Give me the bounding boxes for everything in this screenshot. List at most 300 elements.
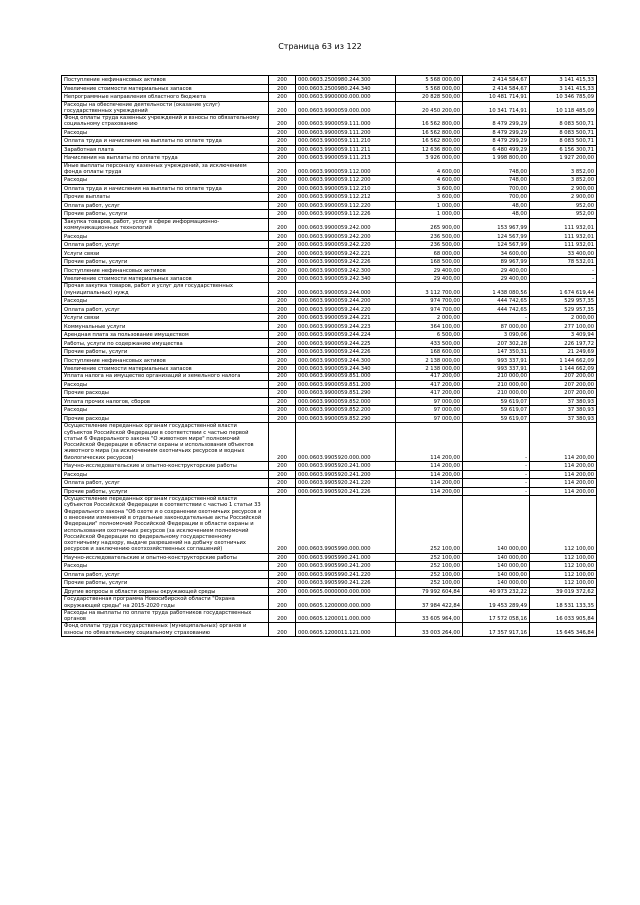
row-code: 200 (269, 249, 296, 258)
table-row (62, 76, 597, 85)
row-code: 200 (269, 210, 296, 219)
row-kbk: 000.0603.9900059.244.000 (296, 283, 396, 297)
row-code: 200 (269, 414, 296, 423)
row-approved: 16 562 800,00 (396, 115, 463, 129)
row-name: Прочие работы, услуги (62, 210, 269, 219)
row-executed: 140 000,00 (463, 579, 530, 588)
row-code: 200 (269, 347, 296, 356)
row-remaining: 114 200,00 (530, 470, 597, 479)
table-row (62, 479, 597, 488)
row-remaining: 1 927 200,00 (530, 154, 597, 163)
row-executed: 700,00 (463, 193, 530, 202)
table-row (62, 176, 597, 185)
table-row (62, 339, 597, 348)
row-remaining: 277 100,00 (530, 322, 597, 331)
row-approved: 33 003 264,00 (396, 623, 463, 637)
row-remaining: 112 100,00 (530, 553, 597, 562)
row-approved: 97 000,00 (396, 406, 463, 415)
table-row (62, 389, 597, 398)
table-row (62, 496, 597, 554)
row-name: Осуществление переданных органам государственной власти субъектов Российской Федерации в соответствии с частью 1 статьи 33 Федерального закона "Об охоте и о сохранении охотничьих ресурсов и о внесении изменений в отдельные законодательные акты Российской Федерации" полномочий Российской Федерации в области охраны и использования охотничьих ресурсов (за исключением полномочий Российской Федерации по федеральному государственному охотничьему надзору, выдаче разрешений на добычу охотничьих ресурсов и заключению охотхозяйственных соглашений) (62, 496, 269, 554)
table-row (62, 423, 597, 462)
row-name: Прочие работы, услуги (62, 579, 269, 588)
row-executed: 140 000,00 (463, 570, 530, 579)
row-code: 200 (269, 496, 296, 554)
row-kbk: 000.0605.0000000.000.000 (296, 587, 396, 596)
row-approved: 12 636 800,00 (396, 145, 463, 154)
row-code: 200 (269, 274, 296, 283)
row-remaining: 111 932,01 (530, 232, 597, 241)
table-row (62, 154, 597, 163)
row-executed: 700,00 (463, 184, 530, 193)
row-name: Прочие выплаты (62, 193, 269, 202)
row-code: 200 (269, 296, 296, 305)
table-row (62, 406, 597, 415)
row-code: 200 (269, 553, 296, 562)
row-name: Научно-исследовательские и опытно-конструкторские работы (62, 462, 269, 471)
row-name: Уплата прочих налогов, сборов (62, 397, 269, 406)
row-executed: 8 479 299,29 (463, 137, 530, 146)
row-approved: 3 600,00 (396, 184, 463, 193)
row-remaining: 3 141 415,33 (530, 76, 597, 85)
row-remaining: 114 200,00 (530, 487, 597, 496)
row-name: Оплата работ, услуг (62, 479, 269, 488)
row-kbk: 000.0603.9900059.242.221 (296, 249, 396, 258)
row-executed: 444 742,65 (463, 296, 530, 305)
row-remaining: 10 346 785,09 (530, 93, 597, 102)
row-name: Поступление нефинансовых активов (62, 76, 269, 85)
row-kbk: 000.0603.9900059.112.220 (296, 201, 396, 210)
row-kbk: 000.0603.9905990.241.200 (296, 562, 396, 571)
row-executed: 993 337,91 (463, 364, 530, 373)
table-row (62, 562, 597, 571)
row-remaining: 226 197,72 (530, 339, 597, 348)
row-remaining: 3 141 415,33 (530, 84, 597, 93)
row-executed: 8 479 299,29 (463, 128, 530, 137)
row-name: Расходы (62, 470, 269, 479)
row-code: 200 (269, 570, 296, 579)
row-code: 200 (269, 587, 296, 596)
row-name: Поступление нефинансовых активов (62, 356, 269, 365)
row-code: 200 (269, 380, 296, 389)
row-name: Заработная плата (62, 145, 269, 154)
table-row (62, 579, 597, 588)
row-approved: 5 568 000,00 (396, 84, 463, 93)
row-name: Расходы (62, 176, 269, 185)
row-approved: 433 500,00 (396, 339, 463, 348)
row-kbk: 000.0603.9900059.112.226 (296, 210, 396, 219)
row-approved: 16 562 800,00 (396, 137, 463, 146)
row-remaining: 8 083 500,71 (530, 115, 597, 129)
row-code: 200 (269, 93, 296, 102)
row-approved: 6 500,00 (396, 330, 463, 339)
table-row (62, 232, 597, 241)
table-row (62, 623, 597, 637)
table-row (62, 240, 597, 249)
row-code: 200 (269, 462, 296, 471)
row-approved: 114 200,00 (396, 462, 463, 471)
row-remaining: 16 033 905,84 (530, 609, 597, 623)
row-kbk: 000.0603.9900059.112.212 (296, 193, 396, 202)
table-row (62, 162, 597, 176)
row-kbk: 000.0603.9900059.000.000 (296, 101, 396, 115)
table-row (62, 397, 597, 406)
row-code: 200 (269, 137, 296, 146)
row-code: 200 (269, 84, 296, 93)
row-name: Оплата работ, услуг (62, 570, 269, 579)
row-remaining: 111 932,01 (530, 218, 597, 232)
row-approved: 114 200,00 (396, 479, 463, 488)
row-kbk: 000.0603.9900059.112.000 (296, 162, 396, 176)
row-executed: 59 619,07 (463, 397, 530, 406)
table-row (62, 128, 597, 137)
row-remaining: 10 118 485,09 (530, 101, 597, 115)
row-kbk: 000.0603.9900059.244.226 (296, 347, 396, 356)
row-executed: 140 000,00 (463, 562, 530, 571)
row-code: 200 (269, 257, 296, 266)
row-executed: - (463, 313, 530, 322)
row-code: 200 (269, 487, 296, 496)
row-remaining: 111 932,01 (530, 240, 597, 249)
row-remaining: 2 900,00 (530, 193, 597, 202)
table-row (62, 313, 597, 322)
row-kbk: 000.0603.9905920.241.226 (296, 487, 396, 496)
row-approved: 20 450 200,00 (396, 101, 463, 115)
row-approved: 5 568 000,00 (396, 76, 463, 85)
table-row (62, 609, 597, 623)
table-row (62, 470, 597, 479)
row-remaining: 15 645 346,84 (530, 623, 597, 637)
row-code: 200 (269, 579, 296, 588)
row-name: Фонд оплаты труда государственных (муниципальных) органов и взносы по обязательному социальному страхованию (62, 623, 269, 637)
row-kbk: 000.0603.9900000.000.000 (296, 93, 396, 102)
row-remaining: 1 144 662,09 (530, 356, 597, 365)
row-approved: 4 600,00 (396, 162, 463, 176)
row-approved: 79 992 604,84 (396, 587, 463, 596)
row-name: Расходы на выплаты по оплате труда работников государственных органов (62, 609, 269, 623)
row-approved: 236 500,00 (396, 232, 463, 241)
row-executed: 59 619,07 (463, 406, 530, 415)
row-code: 200 (269, 193, 296, 202)
row-remaining: 3 409,94 (530, 330, 597, 339)
table-row (62, 184, 597, 193)
table-row (62, 115, 597, 129)
row-kbk: 000.0603.9905920.241.220 (296, 479, 396, 488)
row-executed: 10 481 714,91 (463, 93, 530, 102)
row-kbk: 000.0603.9900059.244.340 (296, 364, 396, 373)
table-row (62, 249, 597, 258)
row-approved: 2 000,00 (396, 313, 463, 322)
table-row (62, 487, 597, 496)
row-name: Прочие расходы (62, 414, 269, 423)
report-table-body (62, 76, 597, 637)
row-executed: 48,00 (463, 201, 530, 210)
row-code: 200 (269, 313, 296, 322)
row-approved: 252 100,00 (396, 579, 463, 588)
row-code: 200 (269, 623, 296, 637)
row-approved: 16 562 800,00 (396, 128, 463, 137)
table-row (62, 193, 597, 202)
table-row (62, 266, 597, 275)
table-row (62, 257, 597, 266)
row-kbk: 000.0603.9900059.242.340 (296, 274, 396, 283)
row-remaining: 6 156 300,71 (530, 145, 597, 154)
row-name: Прочие расходы (62, 389, 269, 398)
row-approved: 252 100,00 (396, 570, 463, 579)
table-row (62, 347, 597, 356)
table-row (62, 93, 597, 102)
row-code: 200 (269, 330, 296, 339)
row-executed: 748,00 (463, 176, 530, 185)
row-name: Оплата труда и начисления на выплаты по оплате труда (62, 184, 269, 193)
row-code: 200 (269, 184, 296, 193)
row-remaining: 1 144 662,09 (530, 364, 597, 373)
row-code: 200 (269, 162, 296, 176)
row-approved: 97 000,00 (396, 397, 463, 406)
row-code: 200 (269, 154, 296, 163)
row-kbk: 000.0603.2500980.244.300 (296, 76, 396, 85)
row-kbk: 000.0603.9900059.852.200 (296, 406, 396, 415)
row-remaining: 114 200,00 (530, 462, 597, 471)
row-executed: - (463, 462, 530, 471)
row-executed: 1 438 080,56 (463, 283, 530, 297)
row-kbk: 000.0603.9900059.112.210 (296, 184, 396, 193)
row-code: 200 (269, 322, 296, 331)
table-row (62, 305, 597, 314)
row-kbk: 000.0603.9900059.852.290 (296, 414, 396, 423)
row-code: 200 (269, 128, 296, 137)
row-executed: 993 337,91 (463, 356, 530, 365)
row-executed: 2 414 584,67 (463, 76, 530, 85)
row-code: 200 (269, 283, 296, 297)
row-code: 200 (269, 364, 296, 373)
row-approved: 2 138 000,00 (396, 356, 463, 365)
row-kbk: 000.0603.9905920.000.000 (296, 423, 396, 462)
row-name: Работы, услуги по содержанию имущества (62, 339, 269, 348)
row-executed: 40 973 232,22 (463, 587, 530, 596)
table-row (62, 462, 597, 471)
row-executed: 140 000,00 (463, 553, 530, 562)
row-name: Оплата работ, услуг (62, 305, 269, 314)
row-approved: 33 605 964,00 (396, 609, 463, 623)
row-remaining: 78 532,01 (530, 257, 597, 266)
row-executed: 10 341 714,91 (463, 101, 530, 115)
row-code: 200 (269, 423, 296, 462)
row-executed: 140 000,00 (463, 496, 530, 554)
row-approved: 1 000,00 (396, 210, 463, 219)
row-kbk: 000.0603.9900059.244.224 (296, 330, 396, 339)
table-row (62, 553, 597, 562)
row-name: Другие вопросы в области охраны окружающей среды (62, 587, 269, 596)
row-approved: 1 000,00 (396, 201, 463, 210)
row-name: Услуги связи (62, 313, 269, 322)
row-executed: 6 480 499,29 (463, 145, 530, 154)
row-executed: - (463, 479, 530, 488)
row-remaining: 952,00 (530, 210, 597, 219)
row-approved: 114 200,00 (396, 470, 463, 479)
row-name: Коммунальные услуги (62, 322, 269, 331)
row-code: 200 (269, 218, 296, 232)
row-name: Расходы (62, 296, 269, 305)
row-name: Расходы (62, 232, 269, 241)
row-kbk: 000.0605.1200011.121.000 (296, 623, 396, 637)
row-kbk: 000.0603.9900059.112.200 (296, 176, 396, 185)
table-row (62, 101, 597, 115)
row-executed: 444 742,65 (463, 305, 530, 314)
row-name: Увеличение стоимости материальных запасов (62, 84, 269, 93)
row-executed: 19 453 289,49 (463, 596, 530, 610)
row-remaining: 3 852,00 (530, 162, 597, 176)
row-remaining: 114 200,00 (530, 423, 597, 462)
row-code: 200 (269, 76, 296, 85)
row-remaining: 529 957,35 (530, 305, 597, 314)
row-code: 200 (269, 176, 296, 185)
row-approved: 3 112 700,00 (396, 283, 463, 297)
row-kbk: 000.0605.1200000.000.000 (296, 596, 396, 610)
row-approved: 974 700,00 (396, 305, 463, 314)
row-kbk: 000.0603.9900059.242.300 (296, 266, 396, 275)
row-approved: 168 600,00 (396, 347, 463, 356)
row-executed: 748,00 (463, 162, 530, 176)
row-code: 200 (269, 562, 296, 571)
row-executed: 153 967,99 (463, 218, 530, 232)
row-approved: 68 000,00 (396, 249, 463, 258)
row-approved: 114 200,00 (396, 423, 463, 462)
row-executed: 8 479 299,29 (463, 115, 530, 129)
row-executed: 17 572 058,16 (463, 609, 530, 623)
table-row (62, 364, 597, 373)
row-kbk: 000.0603.9900059.244.200 (296, 296, 396, 305)
row-code: 200 (269, 397, 296, 406)
row-approved: 974 700,00 (396, 296, 463, 305)
row-remaining: 37 380,93 (530, 406, 597, 415)
table-row (62, 283, 597, 297)
row-executed: 124 567,99 (463, 240, 530, 249)
row-name: Непрограммные направления областного бюджета (62, 93, 269, 102)
row-code: 200 (269, 339, 296, 348)
row-name: Оплата работ, услуг (62, 201, 269, 210)
table-row (62, 596, 597, 610)
row-kbk: 000.0603.9900059.244.223 (296, 322, 396, 331)
row-approved: 252 100,00 (396, 496, 463, 554)
row-remaining: - (530, 266, 597, 275)
row-name: Начисления на выплаты по оплате труда (62, 154, 269, 163)
row-remaining: 39 019 372,62 (530, 587, 597, 596)
row-name: Расходы на обеспечение деятельности (оказание услуг) государственных учреждений (62, 101, 269, 115)
row-name: Осуществление переданных органам государственной власти субъектов Российской Федерации в соответствии с частью первой статьи 6 Федерального закона "О животном мире" полномочий Российской Федерации в области охраны и использования объектов животного мира (за исключением охотничьих ресурсов и водных биологических ресурсов) (62, 423, 269, 462)
row-kbk: 000.0603.9900059.242.220 (296, 240, 396, 249)
row-executed: 124 567,99 (463, 232, 530, 241)
row-name: Иные выплаты персоналу казенных учреждений, за исключением фонда оплаты труда (62, 162, 269, 176)
row-code: 200 (269, 373, 296, 380)
row-remaining: 37 380,93 (530, 397, 597, 406)
row-approved: 97 000,00 (396, 414, 463, 423)
row-name: Расходы (62, 128, 269, 137)
table-row (62, 587, 597, 596)
table-row (62, 296, 597, 305)
row-approved: 3 600,00 (396, 193, 463, 202)
row-remaining: 207 200,00 (530, 380, 597, 389)
row-kbk: 000.0603.9905990.241.220 (296, 570, 396, 579)
row-kbk: 000.0603.9900059.851.290 (296, 389, 396, 398)
row-approved: 265 900,00 (396, 218, 463, 232)
row-code: 200 (269, 596, 296, 610)
row-code: 200 (269, 470, 296, 479)
row-code: 200 (269, 389, 296, 398)
row-kbk: 000.0603.2500980.244.340 (296, 84, 396, 93)
row-kbk: 000.0603.9900059.111.000 (296, 115, 396, 129)
row-kbk: 000.0603.9900059.851.200 (296, 380, 396, 389)
row-code: 200 (269, 232, 296, 241)
row-name: Расходы (62, 406, 269, 415)
table-row (62, 356, 597, 365)
row-name: Расходы (62, 562, 269, 571)
row-remaining: 207 200,00 (530, 389, 597, 398)
row-executed: 29 400,00 (463, 274, 530, 283)
row-remaining: - (530, 274, 597, 283)
row-code: 200 (269, 240, 296, 249)
row-approved: 29 400,00 (396, 266, 463, 275)
table-row (62, 145, 597, 154)
row-name: Увеличение стоимости материальных запасов (62, 274, 269, 283)
row-name: Прочие работы, услуги (62, 487, 269, 496)
row-kbk: 000.0603.9905920.241.000 (296, 462, 396, 471)
report-table (61, 75, 597, 637)
row-kbk: 000.0603.9900059.242.000 (296, 218, 396, 232)
row-remaining: 8 083 500,71 (530, 137, 597, 146)
row-kbk: 000.0603.9900059.242.226 (296, 257, 396, 266)
row-code: 200 (269, 266, 296, 275)
row-executed: 210 000,00 (463, 373, 530, 380)
row-approved: 3 926 000,00 (396, 154, 463, 163)
row-approved: 417 200,00 (396, 380, 463, 389)
row-approved: 2 138 000,00 (396, 364, 463, 373)
row-approved: 236 500,00 (396, 240, 463, 249)
row-kbk: 000.0603.9900059.111.210 (296, 137, 396, 146)
row-executed: - (463, 423, 530, 462)
row-name: Уплата налога на имущество организаций и земельного налога (62, 373, 269, 380)
row-remaining: 114 200,00 (530, 479, 597, 488)
row-executed: 207 302,28 (463, 339, 530, 348)
row-approved: 417 200,00 (396, 389, 463, 398)
row-code: 200 (269, 406, 296, 415)
row-name: Прочие работы, услуги (62, 347, 269, 356)
row-name: Расходы (62, 380, 269, 389)
row-executed: 1 998 800,00 (463, 154, 530, 163)
table-row (62, 201, 597, 210)
row-remaining: 1 674 619,44 (530, 283, 597, 297)
row-name: Государственная программа Новосибирской области "Охрана окружающей среды" на 2015-2020 годы (62, 596, 269, 610)
row-kbk: 000.0603.9900059.244.221 (296, 313, 396, 322)
table-row (62, 218, 597, 232)
row-code: 200 (269, 101, 296, 115)
row-remaining: 112 100,00 (530, 570, 597, 579)
row-approved: 37 984 422,84 (396, 596, 463, 610)
row-executed: 34 600,00 (463, 249, 530, 258)
row-remaining: 2 000,00 (530, 313, 597, 322)
row-kbk: 000.0603.9900059.851.000 (296, 373, 396, 380)
row-approved: 29 400,00 (396, 274, 463, 283)
row-kbk: 000.0603.9900059.111.213 (296, 154, 396, 163)
row-name: Прочая закупка товаров, работ и услуг для государственных (муниципальных) нужд (62, 283, 269, 297)
row-approved: 114 200,00 (396, 487, 463, 496)
row-code: 200 (269, 609, 296, 623)
row-executed: - (463, 487, 530, 496)
row-kbk: 000.0603.9905990.000.000 (296, 496, 396, 554)
table-row (62, 414, 597, 423)
row-executed: - (463, 470, 530, 479)
row-name: Оплата работ, услуг (62, 240, 269, 249)
